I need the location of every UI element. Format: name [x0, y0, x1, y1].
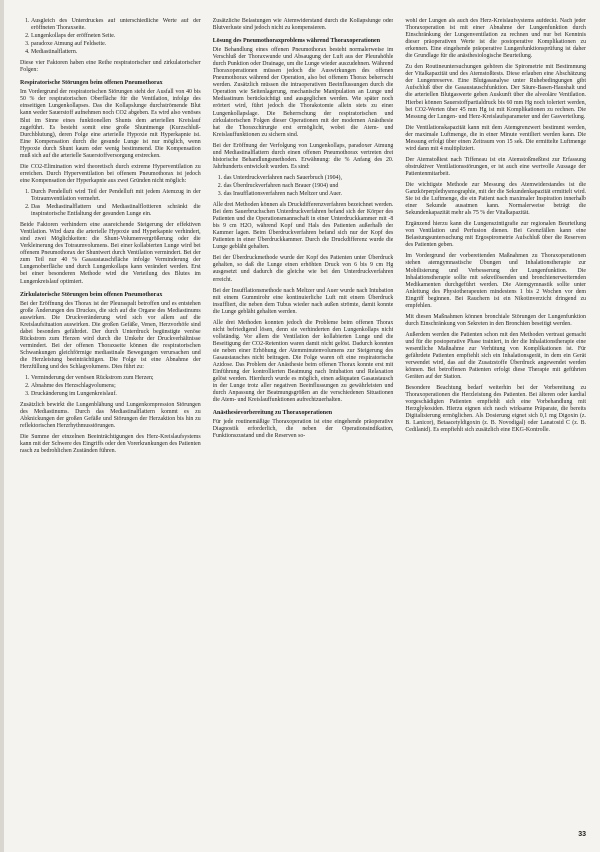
paragraph: Bei der Überdruckmethode wurde der Kopf des Patienten unter Überdruck gehalten, so daß die Lunge einen erhöhten Druck von 6 bis 9 cm Hg ausgesetzt und dadurch die gleiche wie bei den Unterdruckverfahren erreicht.	[212, 255, 394, 283]
paragraph: Bei der Insufflationsmethode nach Meltzer und Auer wurde nach Intubation mit einem Gummirohr eine kontinuierliche Luft mit einem Überdruck insuffliert, die neben dem Tubus wieder nach außen strömte, damit konnte die Lunge gebläht gehalten werden.	[212, 287, 394, 315]
paragraph: Die Ventilationskapazität kann mit dem Atemgrenzwert bestimmt werden, der maximale Luftmenge, die in einer Minute ventiliert werden kann. Die Messung erfolgt über einen Zeitraum von 15 sek. Die ermittelte Luftmenge wird dann mit 4 multipliziert.	[405, 124, 587, 152]
paragraph: Der Atemstoßtest nach Tiffeneau ist ein Atemstoßmeßtest zur Erfassung obstruktiver Ventilationsstörungen, er ist auch eine wertvolle Aussage der Patientenmitarbeit.	[405, 156, 587, 177]
section-heading: Lösung des Pneumothoraxproblems während Thoraxoperationen	[212, 38, 381, 45]
list-item: 3. Druckänderung im Lungenkreislauf.	[31, 391, 201, 398]
section-heading: Zirkulatorische Störungen beim offenen Pneumothorax	[20, 291, 163, 298]
paragraph: Im Vordergrund der vorbereitenden Maßnahmen zu Thoraxoperationen stehen atemgymnastische Übungen und Inhalationstherapie zur Mobilisierung und Verbesserung der Lungenfunktion. Die Inhalationstherapie sollte mit sekretlösenden und bronchienerweiternden Medikamenten durchgeführt werden. Die Atemgymnastik sollte unter Anleitung des Physiotherapeuten mindestens 1 bis 2 Wochen vor dem Eingriff beginnen. Bei Rauchern ist ein Nikotinverzicht dringend zu empfehlen.	[405, 253, 587, 309]
paragraph: Außerdem werden die Patienten schon mit den Methoden vertraut gemacht und für die postoperative Phase trainiert, in der die Inhalationstherapie eine wesentliche Maßnahme zur Verhütung von Komplikationen ist. Für gefährdete Patienten empfiehlt sich ein Inhalationsgerät, in dem ein Gerät verwendet wird, das auf die Zusatzstoffe Überdruck angewendet werden können. Bei betroffenen Patienten erfolgt diese Therapie mit geführten Geräten auf der Station.	[405, 331, 587, 381]
section-heading: Anästhesievorbereitung zu Thoraxoperationen	[212, 410, 333, 417]
paragraph: Alle drei Methoden können als Druckdifferenzverfahren bezeichnet werden. Bei dem Sauerbruchschen Unterdruckverfahren befand sich der Körper des Patienten und die Operationsmannschaft in einer Unterdruckkammer mit -8 bis 9 cm H2O, während Kopf und Hals des Patienten außerhalb der Kammer lagen. Beim Überdruckverfahren befand sich nur der Kopf des Patienten in einer Überdruckkammer. Durch die Druckdifferenz wurde die Lunge gebläht gehalten.	[212, 202, 394, 251]
paragraph: Mit diesen Maßnahmen können bronchiale Störungen der Lungenfunktion durch Einschränkung von Sekreten in den Bronchien beseitigt werden.	[405, 313, 587, 327]
list-item: 2. Lungenkollaps der eröffneten Seite.	[31, 33, 201, 40]
list-item: 2. das Überdruckverfahren nach Brauer (1904) und	[224, 183, 394, 190]
reasons-list	[20, 189, 201, 218]
paragraph: Für jede routinemäßige Thoraxoperation ist eine eingehende präoperative Diagnostik erforderlich, die neben der Operationsindikation, Funktionszustand und die Reserven so-	[212, 419, 394, 440]
page-number: 33	[578, 831, 586, 838]
section-heading: Respiratorische Störungen beim offenen Pneumothorax	[20, 80, 163, 87]
page-edge-shadow	[0, 0, 4, 852]
column-3	[405, 18, 586, 838]
paragraph: Zusätzlich bewirkt die Lungenblähung und Lungenkompression Störungen des Mediastinums. Durch das Mediastinalflattern kommt es zu Abknickungen der großen Gefäße und Störungen der Herzaktion bis hin zu reflektorischen Herzrhythmusstörungen.	[20, 402, 201, 430]
paragraph: Alle drei Methoden konnten jedoch die Probleme beim offenen Thorax nicht befriedigend lösen, denn sie verhinderten den Lungenkollaps nicht vollständig. Vor allem die Ventilation der kollabierten Lunge und die Beseitigung der CO2-Retention waren damit nicht gelöst. Dadurch konnten sie neben einer Erhöhung der Atemminutenvolumens zur Steigerung des Gasaustausches nicht beitragen. Die Folge waren oft eine respiratorische Azidose. Das Problem der Anästhesie beim offenen Thorax konnte erst mit Einführung der kontrollierten Beatmung nach Intubation und Relaxation gelöst werden. Hierdurch wurde es möglich, einen adäquaten Gasaustausch in der Lunge trotz aller negativen Beeinflussungen zu gewährleisten und durch Anpassung der Beatmungsgrößen an die verschiedenen Situationen die Atem- und Kreislauffunktionen aufrechtzuerhalten.	[212, 319, 394, 404]
column-1	[20, 18, 201, 838]
paragraph: Beide Faktoren verhindern eine ausreichende Steigerung der effektiven Ventilation. Wird dazu die arterielle Hypoxie und Hyperkapnie verhindert, sind zwei Möglichkeiten: die Shunt-Volumenvergrößerung oder die Verkleinerung des Totraumvolumens. Bei einer kollabierten Lunge wird bei offenem Pneumothorax der Shuntwert durch Ventilation vermindert. Bei der zum Teil nur 40 % Gasaustauschfläche infolge Verminderung der Lungenoberfläche und durch Lungenkollaps kann verändert werden. Erst bei einer besonderen Methode wird die Verteilung des Blutes im Lungenkreislauf optimiert.	[20, 222, 201, 285]
paragraph: Zu den Routineuntersuchungen gehören die Spirometrie mit Bestimmung der Vitalkapazität und des Atemstoßtests. Diese erlauben eine Abschätzung der Lungenreserve. Eine Blutgasanalyse unter Ruhebedingungen gibt Aufschluß über die Gasaustauschfunktion. Der Säure-Basen-Haushalt und die arteriellen Blutgaswerte geben Auskunft über die alveoläre Ventilation. Hierbei können Sauerstoffpartialdruck bis 60 mm Hg noch toleriert werden, bei CO2-Werten über 45 mm Hg ist mit Komplikationen zu rechnen. Die Messung der Lungen- und Herz-Kreislaufsparameter und der Gasverteilung.	[405, 64, 587, 120]
list-item: 1. Ausgleich des Unterdruckes auf unterschiedliche Werte auf der eröffneten Thoraxseite.	[31, 18, 201, 32]
list-item: 3. das Insufflationsverfahren nach Meltzer und Auer.	[224, 191, 394, 198]
paragraph: Die CO2-Elimination wird theoretisch durch extreme Hyperventilation zu erreichen. Durch Hyperventilation bei offenem Pneumothorax ist jedoch eine Kompensation der Hyperkapnie aus zwei Gründen nicht möglich:	[20, 163, 201, 184]
text-columns	[20, 18, 586, 838]
paragraph: Die Summe der einzelnen Beeinträchtigungen des Herz-Kreislaufsystems kann mit der Schwere des Eingriffs oder den Vorerkrankungen des Patienten rasch zu bedrohlichen Zuständen führen.	[20, 434, 201, 455]
paragraph: Bei der Eröffnung der Verfolgung von Lungenkollaps, paradoxer Atmung und Mediastinalflattern durch einen offenen Pneumothorax vertreten drei historische Behandlungsmethoden. Erwähnung: die % Anfang des 20. Jahrhunderts entwickelt wurden. Es sind:	[212, 142, 394, 170]
consequences-list	[20, 18, 201, 56]
column-2	[213, 18, 394, 838]
paragraph: Die wichtigste Methode zur Messung des Atemwiderstandes ist die Ganzkörperplethysmographie, mit der die Sekundenkapazität ermittelt wird. Sie ist die Luftmenge, die ein Patient nach maximaler Inspiration innerhalb einer Sekunde ausatmen kann. Normalerweise beträgt die Sekundenkapazität mehr als 75 % der Vitalkapazität.	[405, 181, 587, 217]
paragraph: Im Vordergrund der respiratorischen Störungen steht der Ausfall von 40 bis 50 % der respiratorischen Oberfläche für die Ventilation, infolge des einseitigen Lungenkollapses. Das die Kollapslunge durchströmende Blut kann weder Sauerstoff aufnehmen noch CO2 abgeben. Es wird also venöses Blut im Sinne eines funktionellen Shunts dem arteriellen Kreislauf zugeführt. Es besteht somit eine große Shuntmenge (Kurzschluß-Durchblutung), deren Folge eine arterielle Hypoxie mit Hyperkapnie ist. Eine Kompensation durch die gesunde Lunge ist nur möglich, wenn Hypoxie durch Shunt kaum oder wenig bestimmend. Die Kompensation muß sich auf die arterielle Sauerstoffversorgung erstrecken.	[20, 89, 201, 159]
paragraph: Diese vier Faktoren haben eine Reihe respiratorischer und zirkulatorischer Folgen:	[20, 60, 201, 74]
list-item: 2. Abnahme des Herzschlagvolumens;	[31, 383, 201, 390]
paragraph: Bei der Eröffnung des Thorax ist der Pleuraspalt betroffen und es entstehen große Änderungen des Druckes, die sich auf die Organe des Mediastinums auswirken. Die Druckveränderung wird sich vor allem auf die Kreislaufsituation auswirken. Die großen Gefäße, Venen, Herzvorhöfe sind dabei besonders gefährdet. Der durch Unterdruck begünstigte venöse Rückstrom zum Herzen wird durch die Umkehr der Druckverhältnisse vermindert. Bei der offenen Thoraxseite können die respiratorischen Schwankungen gleichförmige mediastinale Bewegungen verursachen und die Herzleistung beeinträchtigen. Die Folge ist eine Abnahme der Herzfüllung und des Schlagvolumens. Dies führt zu:	[20, 300, 201, 370]
list-item: 1. das Unterdruckverfahren nach Sauerbruch (1904),	[224, 175, 394, 182]
methods-list	[213, 175, 394, 198]
list-item: 2. Das Mediastinalflattern und Mediastinalflottieren schränkt die inspiratorische Entfaltung der gesunden Lunge ein.	[31, 204, 201, 218]
paragraph: Ergänzend hierzu kann die Lungenszintigrafie zur regionalen Beurteilung von Ventilation und Perfusion dienen. Bei Grenzfällen kann eine Belastungsuntersuchung mit Ergospirometrie Aufschluß über die Reserven des Patienten geben.	[405, 221, 587, 249]
list-item: 1. Durch Pendelluft wird Teil der Pendelluft mit jedem Atemzug in der Totraumventilation vermehrt.	[31, 189, 201, 203]
list-item: 1. Verminderung der venösen Rückstrom zum Herzen;	[31, 375, 201, 382]
list-item: 3. paradoxe Atmung auf Feldseite.	[31, 41, 201, 48]
paragraph: wohl der Lungen als auch des Herz-Kreislaufsystems aufdeckt. Nach jeder Thoraxoperation ist mit einer Abnahme der Lungenfunktion durch Einschränkung der Lungenventilation zu rechnen und nur bei Kenntnis dieser präoperativen Werte ist die postoperative Komplikationen zu erkennen. Eine eingehende präoperative Lungenfunktionsprüfung ist daher die Grundlage für die anästhesiologische Beurteilung.	[405, 18, 587, 60]
list-item: 4. Mediastinalflattern.	[31, 49, 201, 56]
paragraph: Zusätzliche Belastungen wie Atemwiderstand durch die Kollapslunge oder Blutverluste sind jedoch nicht zu kompensieren.	[212, 18, 394, 32]
paragraph: Besondere Beachtung bedarf weiterhin bei der Vorbereitung zu Thoraxoperationen die Herzleistung des Patienten. Bei älteren oder kardial vorgeschädigten Patienten empfiehlt sich eine Vorbehandlung mit Herzglykosiden. Hierzu eignen sich rasch wirksame Präparate, die bereits Digitalisierung ermöglichen. Als Dosierung eignet sich 0,1 mg Digoxin (z. B. Lanicor), Betaacetyldigoxin (z. B. Novodigal) oder Lanatosid C (z. B. Cedilanid). Es empfiehlt sich zusätzlich eine EKG-Kontrolle.	[405, 385, 587, 434]
paragraph: Die Behandlung eines offenen Pneumothorax besteht normalerweise im Verschluß der Thoraxwunde und Absaugung der Luft aus der Pleurahöhle durch Punktion oder Drainage, um die Lunge wieder auszudehnen. Während Thoraxoperationen müssen jedoch die Auswirkungen des offenen Pneumothorax während der Operation, also bei offenem Thorax beherrscht werden. Zusätzlich müssen die intraoperativen Beeinflussungen durch die Operation wie Seitenlagerung, mechanische Manipulation an Lunge und Mediastinum berücksichtigt und ausgeglichen werden. Wie später noch erörtert wird, führt jedoch die Thorakotomie allein stets zu einer Lungenkollapslage. Die Beherrschung der respiratorischen und zirkulatorischen Folgen dieser Operationen mit der modernen Anästhesie hat die Thoraxchirurgie erst ermöglicht, wobei die Atem- und Kreislauffunktionen zu sichern sind.	[212, 47, 394, 138]
effects-list	[20, 375, 201, 398]
